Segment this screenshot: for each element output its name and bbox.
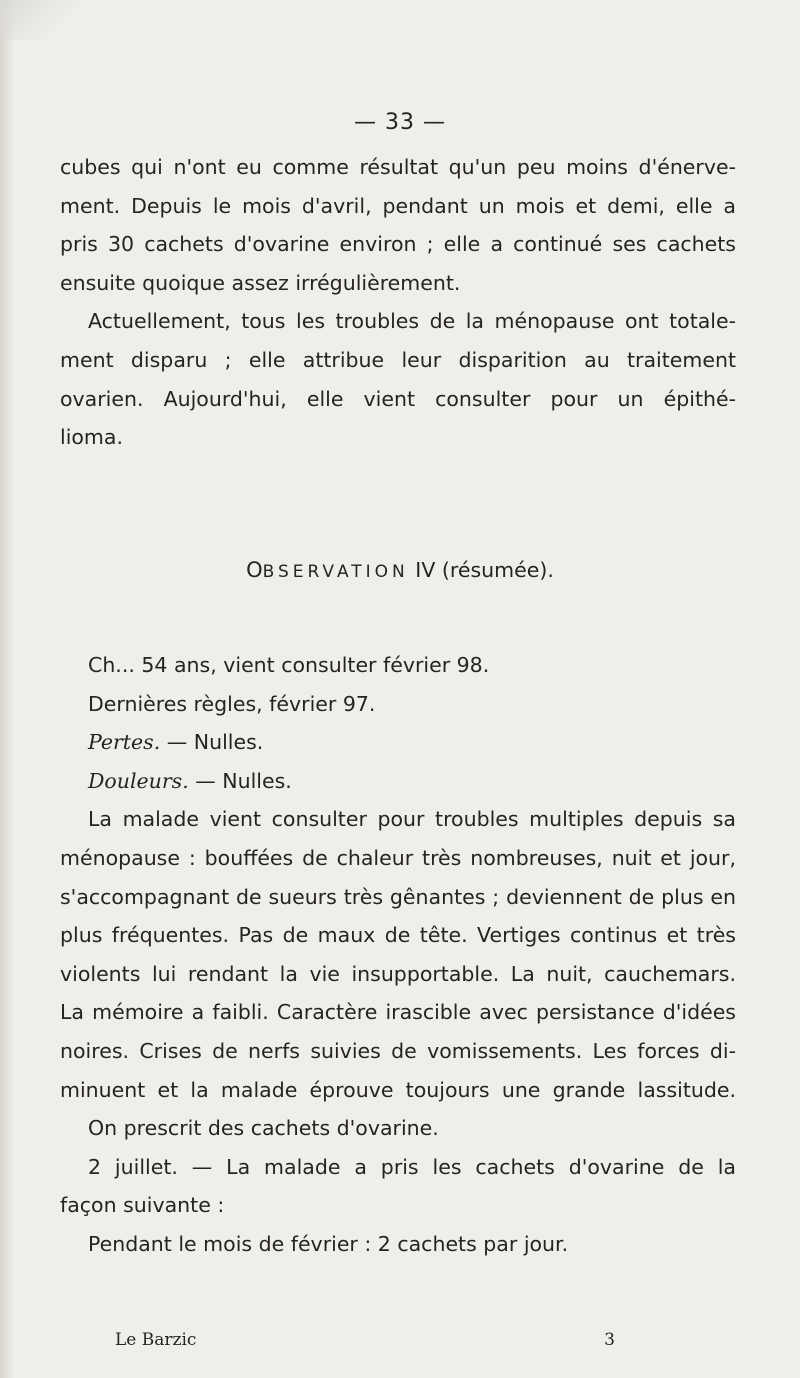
- paragraph3-line: plus fréquentes. Pas de maux de tête. Vertiges continus et très: [60, 923, 736, 948]
- obs-line-pertes: [60, 723, 736, 762]
- pertes-label: Pertes.: [88, 730, 161, 755]
- paragraph3-line: noires. Crises de nerfs suivies de vomissements. Les forces di-: [60, 1038, 736, 1063]
- paragraph5-line: façon suivante :: [60, 1193, 225, 1218]
- observation-heading-word: BSERVATION: [262, 562, 409, 582]
- paragraph3-line: minuent et la malade éprouve toujours une grande lassitude.: [60, 1077, 736, 1102]
- douleurs-value: — Nulles.: [188, 768, 292, 793]
- text-block-top: [60, 148, 736, 457]
- paragraph2-line: lioma.: [60, 425, 123, 450]
- paragraph3-line: violents lui rendant la vie insupportable. La nuit, cauchemars.: [60, 961, 736, 986]
- observation-heading-initial: O: [246, 558, 263, 582]
- obs-line-age: Ch... 54 ans, vient consulter février 98.: [88, 653, 490, 677]
- paragraph1-line: ment. Depuis le mois d'avril, pendant un mois et demi, elle a: [60, 193, 736, 218]
- paragraph3-line: La malade vient consulter pour troubles multiples depuis sa: [88, 807, 736, 832]
- paragraph3-line: ménopause : bouffées de chaleur très nombreuses, nuit et jour,: [60, 845, 736, 870]
- paragraph1-line: pris 30 cachets d'ovarine environ ; elle a continué ses cachets: [60, 232, 736, 257]
- paragraph1-line: ensuite quoique assez irrégulièrement.: [60, 270, 461, 295]
- observation-heading-numeral: IV: [415, 558, 436, 582]
- douleurs-label: Douleurs.: [88, 768, 189, 793]
- paragraph5-line: 2 juillet. — La malade a pris les cachets d'ovarine de la: [88, 1154, 736, 1179]
- observation-heading: [0, 558, 800, 582]
- page-edge-shadow: [0, 0, 14, 1378]
- paragraph6-line: Pendant le mois de février : 2 cachets par jour.: [88, 1231, 569, 1256]
- paragraph4-line: On prescrit des cachets d'ovarine.: [88, 1116, 439, 1141]
- page-footer: [115, 1330, 615, 1350]
- page-corner-shadow: [0, 0, 80, 40]
- paragraph3-line: s'accompagnant de sueurs très gênantes ; deviennent de plus en: [60, 884, 736, 909]
- paragraph3-line: La mémoire a faibli. Caractère irascible avec persistance d'idées: [60, 1000, 736, 1025]
- text-block-observation: [60, 646, 736, 1264]
- paragraph2-line: ovarien. Aujourd'hui, elle vient consulter pour un épithé-: [60, 386, 736, 411]
- footer-signature: 3: [604, 1330, 615, 1350]
- footer-author: Le Barzic: [115, 1330, 197, 1350]
- page-number: — 33 —: [354, 110, 446, 135]
- paragraph1-line: cubes qui n'ont eu comme résultat qu'un peu moins d'énerve-: [60, 155, 736, 179]
- observation-heading-suffix: (résumée).: [441, 558, 554, 582]
- obs-line-douleurs: [60, 762, 736, 801]
- paragraph2-line: ment disparu ; elle attribue leur disparition au traitement: [60, 347, 736, 372]
- paragraph2-line: Actuellement, tous les troubles de la ménopause ont totale-: [88, 309, 736, 334]
- pertes-value: — Nulles.: [160, 730, 264, 755]
- obs-line-regles: Dernières règles, février 97.: [88, 691, 376, 716]
